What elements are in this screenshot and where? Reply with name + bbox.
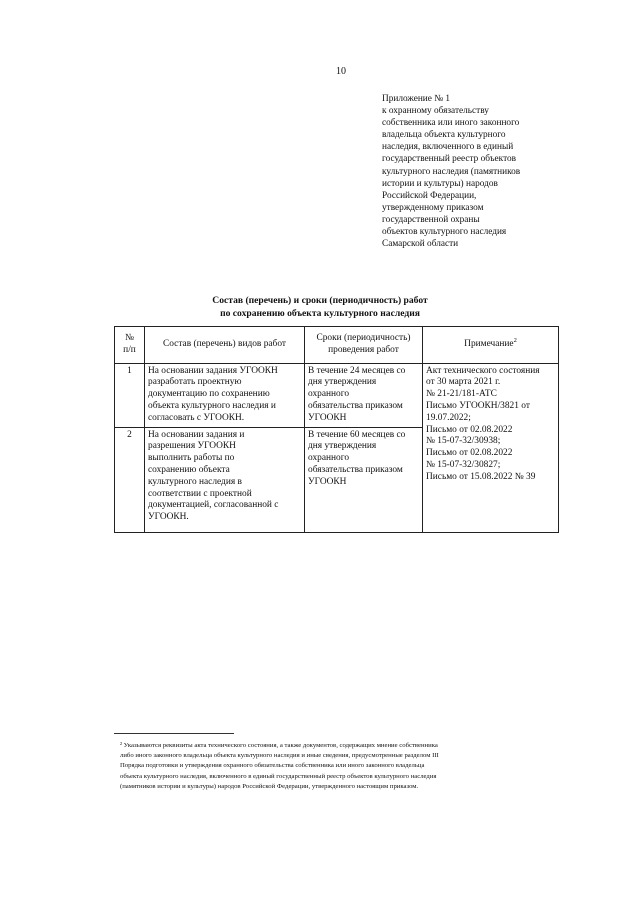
appendix-line: Самарской области [382, 239, 459, 250]
row-number: 1 [115, 363, 145, 427]
terms-cell: В течение 24 месяцев со дня утверждения охранного обязательства приказом УГООКН [305, 363, 423, 427]
appendix-line: государственный реестр объектов [382, 154, 517, 165]
header-terms: Сроки (периодичность) проведения работ [305, 327, 423, 364]
appendix-line: государственной охраны [382, 214, 480, 225]
terms-cell: В течение 60 месяцев со дня утверждения охранного обязательства приказом УГООКН [305, 427, 423, 532]
header-number: № п/п [115, 327, 145, 364]
document-title [0, 294, 640, 320]
appendix-line: владельца объекта культурного [382, 130, 506, 141]
header-notes: Примечание$^2$ [423, 327, 559, 364]
works-cell: На основании задания и разрешения УГООКН выполнить работы по сохранению объекта культурного наследия в соответствии с проектной документацией, согласованной с УГООКН. [145, 427, 305, 532]
footnote-ref: 2 [513, 336, 517, 344]
appendix-line: к охранному обязательству [382, 106, 489, 117]
appendix-line: собственника или иного законного [382, 118, 520, 129]
appendix-line: культурного наследия (памятников [382, 166, 521, 177]
appendix-header [382, 93, 582, 250]
footnote-line: объекта культурного наследия, включенного в единый государственный реестр объектов культурного наследия [120, 772, 437, 780]
footnote-line: либо иного законного владельца объекта культурного наследия и иные сведения, предусмотренные разделом III [120, 752, 439, 760]
footnote [120, 741, 560, 792]
title-line: по сохранению объекта культурного наследия [220, 308, 420, 319]
table-row [115, 363, 559, 427]
appendix-line: объектов культурного наследия [382, 227, 507, 238]
header-works: Состав (перечень) видов работ [145, 327, 305, 364]
appendix-line: Приложение № 1 [382, 94, 451, 104]
row-number: 2 [115, 427, 145, 532]
appendix-line: истории и культуры) народов [382, 178, 498, 189]
notes-cell: Акт технического состояния от 30 марта 2021 г. № 21-21/181-АТС Письмо УГООКН/3821 от 19.07.2022; Письмо от 02.08.2022 № 15-07-32/30938; Письмо от 02.08.2022 № 15-07-32/30827; Письмо от 15.08.2022 № 39 [423, 363, 559, 532]
title-line: Состав (перечень) и сроки (периодичность) работ [212, 295, 428, 306]
appendix-line: утвержденному приказом [382, 202, 484, 213]
page-number: 10 [336, 66, 346, 77]
footnote-line: (памятников истории и культуры) народов Российской Федерации, утвержденного настоящим приказом. [120, 782, 419, 790]
works-cell: На основании задания УГООКН разработать проектную документацию по сохранению объекта культурного наследия и согласовать с УГООКН. [145, 363, 305, 427]
appendix-line: Российской Федерации, [382, 190, 477, 201]
works-table [114, 326, 559, 533]
footnote-line: ² Указываются реквизиты акта технического состояния, а также документов, содержащих мнение собственника [120, 742, 438, 749]
footnote-divider [114, 733, 234, 734]
appendix-line: наследия, включенного в единый [382, 142, 514, 153]
table-header-row [115, 327, 559, 364]
footnote-line: Порядка подготовки и утверждения охранного обязательства собственника или иного законного владельца [120, 762, 425, 770]
